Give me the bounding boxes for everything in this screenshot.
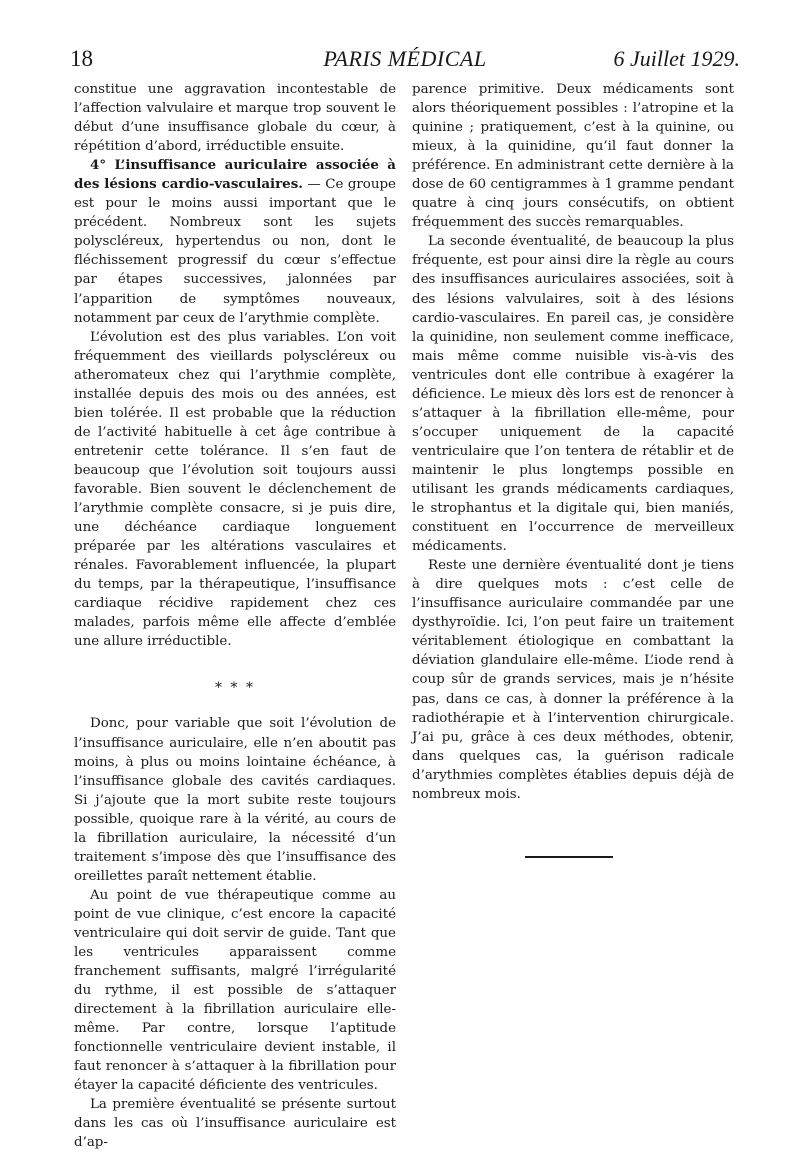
page-number: 18 — [70, 46, 93, 71]
journal-title: PARIS MÉDICAL — [323, 46, 487, 71]
paragraph: La seconde éventualité, de beaucoup la plus fréquente, est pour ainsi dire la règle au cours des insuffisances auriculaires associées, soit à des lésions valvulaires, soit à des lésions cardio-vasculaires. En pareil cas, je considère la quinidine, non seulement comme inefficace, mais même comme nuisible vis-à-vis des ventricules dont elle contribue à exagérer la déficience. Le mieux dès lors est de renoncer à s’attaquer à la fibrillation elle-même, pour s’occuper uniquement de la capacité ventriculaire que l’on tentera de rétablir et de maintenir le plus longtemps possible en utilisant les grands médicaments cardiaques, le strophantus et la digitale qui, bien maniés, constituent en l’occurrence de merveilleux médicaments. — [412, 234, 734, 555]
paragraph: constitue une aggravation incontestable de l’affection valvulaire et marque trop souvent le début d’une insuffisance globale du cœur, à répétition d’abord, irréductible ensuite. — [74, 82, 396, 155]
end-rule — [525, 856, 613, 858]
paragraph: Au point de vue thérapeutique comme au point de vue clinique, c’est encore la capacité ventriculaire qui doit servir de guide. Tant que les ventricules apparaissent comme franchement suffisants, malgré l’irrégularité du rythme, il est possible de s’attaquer directement à la fibrillation auriculaire elle-même. Par contre, lorsque l’aptitude fonctionnelle ventriculaire devient instable, il faut renoncer à s’attaquer à la fibrillation pour étayer la capacité déficiente des ventricules. — [74, 887, 396, 1094]
paragraph: Reste une dernière éventualité dont je tiens à dire quelques mots : c’est celle de l’insuffisance auriculaire commandée par une dysthyroïdie. Ici, l’on peut faire un traitement véritablement étiologique en combattant la déviation glandulaire elle-même. L’iode rend à coup sûr de grands services, mais je n’hésite pas, dans ce cas, à donner la préférence à la radiothérapie et à l’intervention chirurgicale. J’ai pu, grâce à ces deux méthodes, obtenir, dans quelques cas, la guérison radicale d’arythmies complètes établies depuis déjà de nombreux mois. — [412, 558, 734, 802]
paragraph: La première éventualité se présente surtout dans les cas où l’insuffisance auriculaire est d’ap- — [74, 1097, 396, 1151]
running-header — [70, 46, 740, 78]
section-text: — Ce groupe est pour le moins aussi important que le précédent. Nombreux sont les sujets polyscléreux, hypertendus ou non, dont le fléchissement progressif du cœur s’effectue par étapes successives, jalonnées par l’apparition de symptômes nouveaux, notamment par ceux de l’arythmie complète. — [74, 177, 396, 326]
paragraph: L’évolution est des plus variables. L’on voit fréquemment des vieillards polyscléreux ou atheromateux chez qui l’arythmie complète, installée depuis des mois ou des années, est bien tolérée. Il est probable que la réduction de l’activité habituelle à cet âge contribue à entretenir cette tolérance. Il s’en faut de beaucoup que l’évolution soit toujours aussi favorable. Bien souvent le déclenchement de l’arythmie complète consacre, si je puis dire, une déchéance cardiaque longuement préparée par les altérations vasculaires et rénales. Favorablement influencée, la plupart du temps, par la thérapeutique, l’insuffisance cardiaque récidive rapidement chez ces malades, parfois même elle affecte d’emblée une allure irréductible. — [74, 329, 396, 650]
right-column — [412, 80, 734, 804]
section-separator: * * * — [215, 680, 255, 697]
paragraph: Donc, pour variable que soit l’évolution de l’insuffisance auriculaire, elle n’en aboutit pas moins, à plus ou moins lointaine échéance, à l’insuffisance globale des cavités cardiaques. Si j’ajoute que la mort subite reste toujours possible, quoique rare à la vérité, au cours de la fibrillation auriculaire, la nécessité d’un traitement s’impose dès que l’insuffisance des oreillettes paraît nettement établie. — [74, 716, 396, 884]
paragraph-section-4 — [74, 156, 396, 327]
issue-date: 6 Juillet 1929. — [613, 46, 740, 71]
left-column — [74, 80, 396, 1153]
paragraph: parence primitive. Deux médicaments sont alors théoriquement possibles : l’atropine et la quinine ; pratiquement, c’est à la quinine, ou mieux, à la quinidine, qu’il faut donner la préférence. En administrant cette dernière à la dose de 60 centigrammes à 1 gramme pendant quatre à cinq jours consécutifs, on obtient fréquemment des succès remarquables. — [412, 82, 734, 231]
section-heading: 4° L’insuffisance auriculaire associée à des lésions cardio-vasculaires. — [74, 157, 396, 193]
